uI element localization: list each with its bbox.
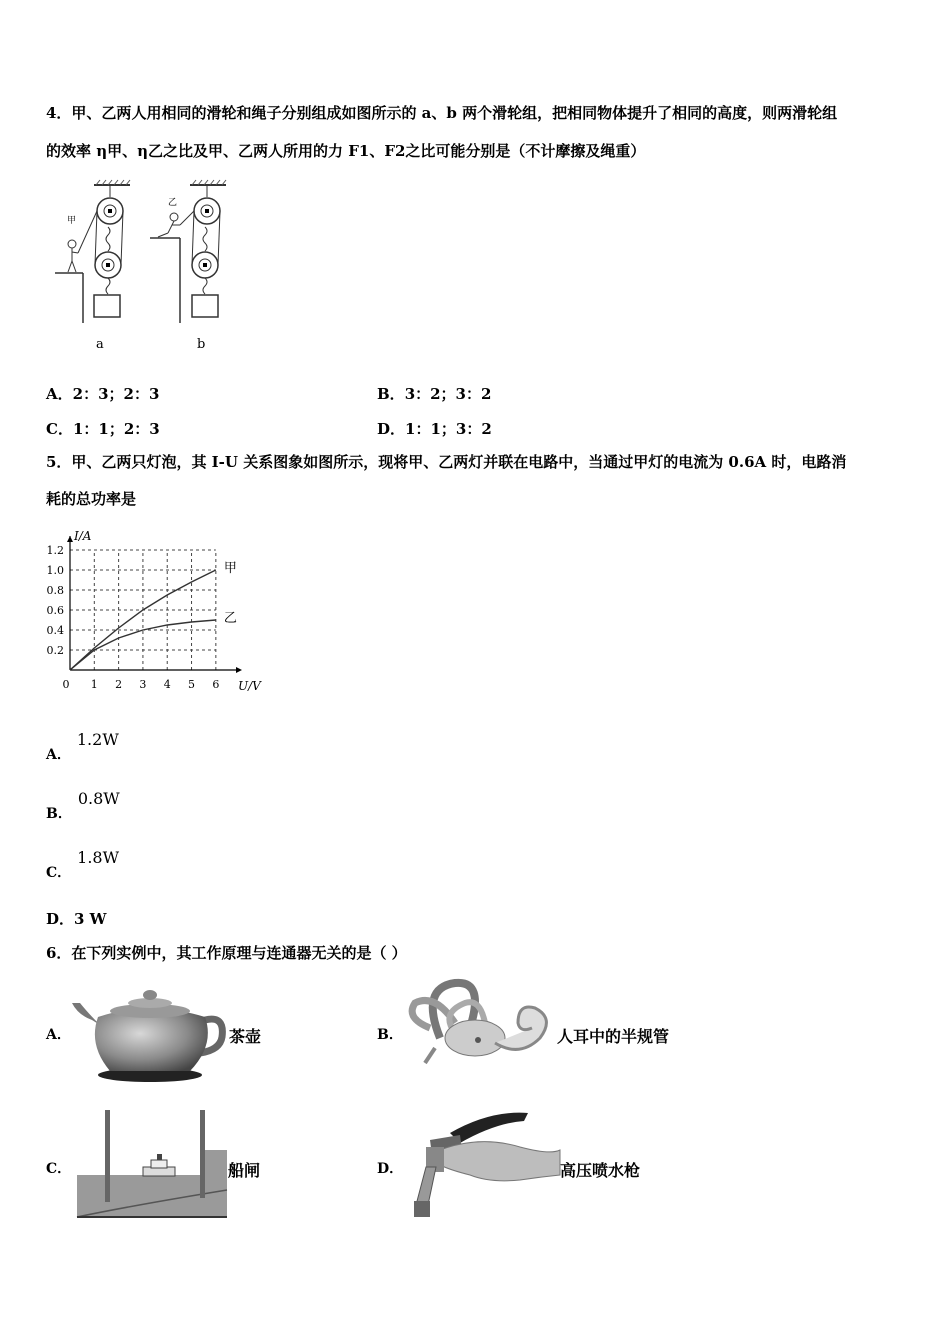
option-text: 2：3；2：3 bbox=[72, 385, 160, 403]
series-legend-label: 甲 bbox=[223, 561, 237, 576]
x-tick-label: 3 bbox=[139, 678, 147, 691]
option-text: 3 W bbox=[74, 910, 107, 928]
x-tick-label: 5 bbox=[188, 678, 196, 691]
figure-a-label: a bbox=[96, 337, 104, 352]
q4-stem-line2: 的效率 η甲、η乙之比及甲、乙两人所用的力 F1、F2之比可能分别是（不计摩擦及绳重） bbox=[46, 142, 646, 160]
x-tick-label: 1 bbox=[90, 678, 98, 691]
inner-ear-caption: 人耳中的半规管 bbox=[557, 1027, 670, 1046]
y-tick-label: 0.6 bbox=[46, 604, 64, 617]
q5-option-b[interactable] bbox=[46, 789, 120, 822]
ship-lock-image bbox=[75, 1105, 230, 1220]
option-text: 3：2；3：2 bbox=[404, 385, 492, 403]
option-label: B． bbox=[377, 385, 405, 403]
x-tick-label: 0 bbox=[62, 678, 70, 691]
option-label: D． bbox=[46, 910, 75, 928]
option-text: 1：1；2：3 bbox=[72, 420, 160, 438]
option-label: C． bbox=[46, 1161, 72, 1177]
option-label: C． bbox=[46, 420, 73, 438]
water-gun-caption: 高压喷水枪 bbox=[560, 1161, 641, 1180]
x-tick-label: 2 bbox=[115, 678, 123, 691]
q4-option-b[interactable] bbox=[377, 383, 491, 404]
q6-option-c[interactable] bbox=[46, 1158, 71, 1178]
q5-option-d[interactable] bbox=[46, 908, 107, 929]
q5-option-a[interactable] bbox=[46, 730, 119, 763]
y-axis-label: I/A bbox=[74, 529, 92, 543]
y-tick-label: 1.2 bbox=[46, 544, 64, 557]
x-axis-arrow bbox=[236, 667, 242, 673]
x-tick-label: 4 bbox=[163, 678, 171, 691]
option-label: D． bbox=[377, 420, 406, 438]
person-b-label: 乙 bbox=[168, 198, 178, 208]
option-label: A． bbox=[46, 385, 73, 403]
q5-stem-line1: 5．甲、乙两只灯泡，其 I-U 关系图象如图所示，现将甲、乙两灯并联在电路中，当通过甲灯的电流为 0.6A 时，电路消 bbox=[46, 453, 847, 471]
inner-ear-image bbox=[400, 968, 560, 1083]
q4-option-d[interactable] bbox=[377, 418, 492, 439]
option-label: B． bbox=[377, 1027, 403, 1043]
q6-option-a[interactable] bbox=[46, 1024, 71, 1044]
option-label: C． bbox=[46, 865, 72, 881]
teapot-caption: 茶壶 bbox=[229, 1027, 262, 1046]
q5-stem-line2: 耗的总功率是 bbox=[46, 490, 137, 508]
x-tick-label: 6 bbox=[212, 678, 220, 691]
q4-stem-line1: 4．甲、乙两人用相同的滑轮和绳子分别组成如图所示的 a、b 两个滑轮组，把相同物体提升了相同的高度，则两滑轮组 bbox=[46, 104, 838, 122]
option-label: D． bbox=[377, 1161, 404, 1177]
series-legend-label: 乙 bbox=[223, 611, 237, 626]
q6-option-b[interactable] bbox=[377, 1024, 403, 1044]
ship-lock-caption: 船闸 bbox=[228, 1161, 261, 1180]
pulley-figure bbox=[50, 175, 250, 355]
x-axis-label: U/V bbox=[238, 679, 261, 693]
q4-option-a[interactable] bbox=[46, 383, 159, 404]
y-tick-label: 1.0 bbox=[46, 564, 64, 577]
option-text: 0.8W bbox=[77, 789, 120, 808]
pulley-system-a bbox=[55, 180, 130, 323]
y-tick-label: 0.4 bbox=[46, 624, 64, 637]
person-a-label: 甲 bbox=[67, 216, 77, 226]
figure-b-label: b bbox=[197, 337, 206, 352]
option-label: A． bbox=[46, 1027, 71, 1043]
q6-stem-line1: 6．在下列实例中，其工作原理与连通器无关的是（ ） bbox=[46, 944, 407, 962]
option-label: A． bbox=[46, 747, 71, 763]
pulley-system-b bbox=[150, 180, 226, 323]
teapot-image bbox=[70, 975, 230, 1085]
iu-chart bbox=[40, 520, 261, 700]
option-label: B． bbox=[46, 806, 72, 822]
q4-option-c[interactable] bbox=[46, 418, 160, 439]
q5-option-c[interactable] bbox=[46, 848, 120, 881]
y-tick-label: 0.8 bbox=[46, 584, 64, 597]
water-gun-image bbox=[400, 1105, 565, 1223]
option-text: 1：1；3：2 bbox=[405, 420, 492, 438]
option-text: 1.8W bbox=[77, 848, 120, 867]
y-axis-arrow bbox=[67, 536, 73, 542]
y-tick-label: 0.2 bbox=[46, 644, 64, 657]
option-text: 1.2W bbox=[76, 730, 119, 749]
